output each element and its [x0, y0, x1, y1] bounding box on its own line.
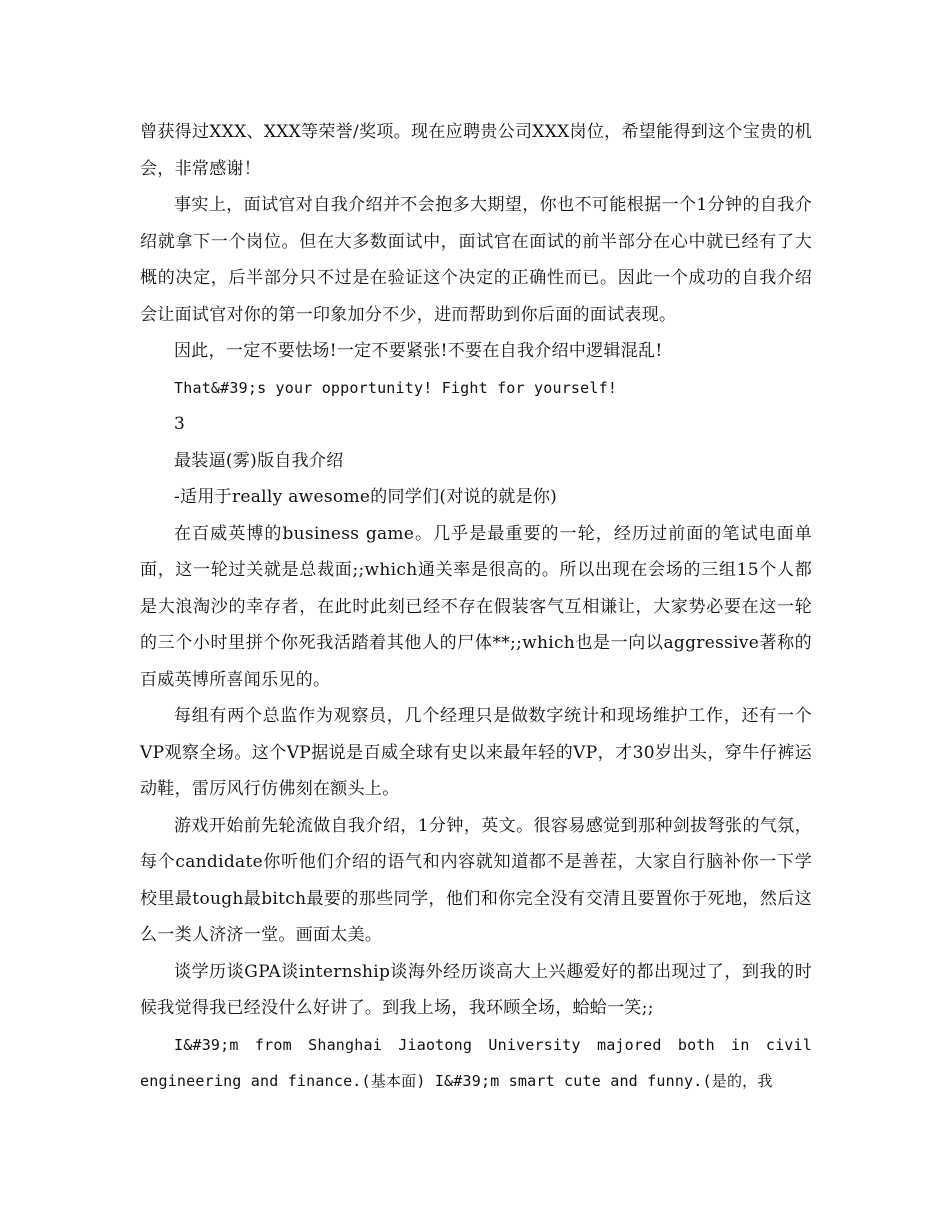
paragraph-dont-be-nervous: 因此，一定不要怯场!一定不要紧张!不要在自我介绍中逻辑混乱!	[174, 341, 663, 361]
section-heading: 最装逼(雾)版自我介绍	[174, 450, 344, 471]
section-subheading: -适用于really awesome的同学们(对说的就是你)	[174, 487, 558, 507]
paragraph-self-intro-round: 游戏开始前先轮流做自我介绍，1分钟，英文。很容易感觉到那种剑拔弩张的气氛，每个candidate你听他们介绍的语气和内容就知道都不是善茬，大家自行脑补你一下学校里最tough最bitch最要的那些同学，他们和你完全没有交清且要置你于死地，然后这么一类人济济一堂。画面太美。	[140, 815, 812, 945]
section-number: 3	[174, 414, 186, 434]
paragraph-interviewer-expectation: 事实上，面试官对自我介绍并不会抱多大期望，你也不可能根据一个1分钟的自我介绍就拿下一个岗位。但在大多数面试中，面试官在面试的前半部分在心中就已经有了大概的决定，后半部分只不过是在验证这个决定的正确性而已。因此一个成功的自我介绍会让面试官对你的第一印象加分不少，进而帮助到你后面的面试表现。	[140, 195, 812, 325]
paragraph-my-turn: 谈学历谈GPA谈internship谈海外经历谈高大上兴趣爱好的都出现过了，到我的时候我觉得我已经没什么好讲了。到我上场，我环顾全场，蛤蛤一笑;;	[140, 961, 812, 1018]
paragraph-opportunity: That&#39;s your opportunity! Fight for yourself!	[174, 378, 618, 397]
document-body	[140, 114, 812, 1100]
paragraph-awards-closing: 曾获得过XXX、XXX等荣誉/奖项。现在应聘贵公司XXX岗位，希望能得到这个宝贵的机会，非常感谢！	[140, 122, 812, 179]
paragraph-observers: 每组有两个总监作为观察员，几个经理只是做数字统计和现场维护工作，还有一个VP观察全场。这个VP据说是百威全球有史以来最年轻的VP，才30岁出头，穿牛仔裤运动鞋，雷厉风行仿佛刻在额头上。	[140, 706, 812, 799]
paragraph-english-intro: I&#39;m from Shanghai Jiaotong University majored both in civil engineering and finance.(基本面) I&#39;m smart cute and funny.(是的，我	[140, 1035, 812, 1090]
paragraph-business-game: 在百威英博的business game。几乎是最重要的一轮，经历过前面的笔试电面单面，这一轮过关就是总裁面;;which通关率是很高的。所以出现在会场的三组15个人都是大浪淘沙的幸存者，在此时此刻已经不存在假装客气互相谦让，大家势必要在这一轮的三个小时里拼个你死我活踏着其他人的尸体**;;which也是一向以aggressive著称的百威英博所喜闻乐见的。	[140, 523, 812, 690]
